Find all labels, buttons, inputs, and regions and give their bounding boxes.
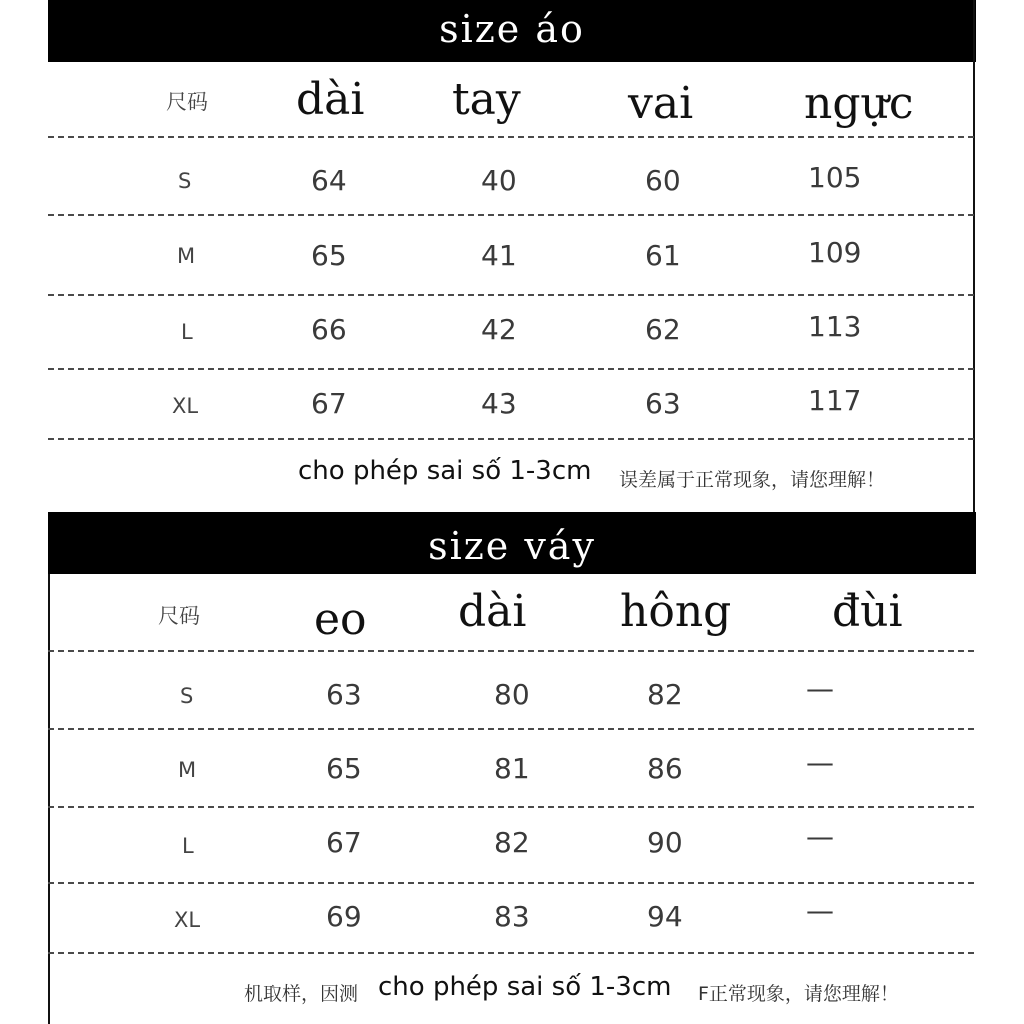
top-row-size: XL: [172, 394, 199, 418]
top-row-value: 62: [645, 313, 681, 346]
bottom-table-title: size váy: [428, 524, 596, 568]
top-row-size: M: [177, 244, 196, 268]
top-col-header: vai: [628, 78, 694, 129]
bottom-tolerance-note: cho phép sai số 1-3cm: [378, 972, 672, 1002]
top-row-value: 41: [481, 239, 517, 272]
bottom-col-header: đùi: [832, 586, 903, 637]
bottom-row-value: 82: [647, 678, 683, 711]
row-divider: [48, 438, 974, 440]
bottom-row-size: XL: [174, 908, 201, 932]
bottom-table-title-bar: [48, 512, 976, 574]
bottom-row-value: 82: [494, 826, 530, 859]
top-row-value: 65: [311, 239, 347, 272]
top-row-value: 43: [481, 387, 517, 420]
bottom-row-value: —: [806, 746, 834, 779]
row-divider: [48, 214, 974, 216]
bottom-row-value: 81: [494, 752, 530, 785]
bottom-row-size: L: [182, 834, 194, 858]
top-row-size: L: [181, 320, 193, 344]
top-table-right-border: [973, 0, 975, 512]
bottom-row-value: —: [806, 672, 834, 705]
row-divider: [48, 728, 974, 730]
top-row-value: 105: [808, 161, 862, 194]
row-divider: [48, 136, 974, 138]
top-row-value: 109: [808, 236, 862, 269]
bottom-row-value: 86: [647, 752, 683, 785]
bottom-tolerance-note-cn: F正常现象，请您理解！: [698, 983, 899, 1005]
bottom-col-header: dài: [458, 586, 527, 637]
top-table-title-bar: [48, 0, 976, 62]
top-row-value: 40: [481, 164, 517, 197]
row-divider: [48, 650, 974, 652]
row-divider: [48, 952, 974, 954]
bottom-col-header: hông: [620, 586, 732, 637]
row-divider: [48, 294, 974, 296]
bottom-row-value: 83: [494, 900, 530, 933]
top-table-title: size áo: [439, 7, 585, 51]
top-row-value: 113: [808, 310, 862, 343]
bottom-row-value: 63: [326, 678, 362, 711]
bottom-table-left-border: [48, 574, 50, 1024]
bottom-row-value: 90: [647, 826, 683, 859]
top-col-header: ngực: [804, 78, 914, 129]
row-divider: [48, 368, 974, 370]
top-col-header: dài: [296, 74, 365, 125]
bottom-size-label: 尺码: [158, 604, 200, 628]
row-divider: [48, 882, 974, 884]
top-col-header: tay: [452, 74, 521, 125]
top-row-value: 42: [481, 313, 517, 346]
top-row-size: S: [178, 169, 192, 193]
bottom-row-value: 69: [326, 900, 362, 933]
top-row-value: 66: [311, 313, 347, 346]
top-size-label: 尺码: [166, 90, 208, 114]
top-row-value: 64: [311, 164, 347, 197]
top-row-value: 117: [808, 384, 862, 417]
top-tolerance-note-cn: 误差属于正常现象，请您理解！: [619, 469, 886, 491]
top-row-value: 63: [645, 387, 681, 420]
bottom-row-size: S: [180, 684, 194, 708]
row-divider: [48, 806, 974, 808]
bottom-row-value: —: [806, 820, 834, 853]
bottom-row-value: 94: [647, 900, 683, 933]
top-row-value: 61: [645, 239, 681, 272]
bottom-note-prefix-cn: 机取样，因测: [244, 983, 359, 1005]
bottom-row-value: —: [806, 894, 834, 927]
top-row-value: 60: [645, 164, 681, 197]
top-row-value: 67: [311, 387, 347, 420]
bottom-row-size: M: [178, 758, 197, 782]
top-tolerance-note: cho phép sai số 1-3cm: [298, 456, 592, 486]
bottom-row-value: 67: [326, 826, 362, 859]
bottom-row-value: 65: [326, 752, 362, 785]
bottom-col-header: eo: [314, 594, 367, 645]
bottom-row-value: 80: [494, 678, 530, 711]
